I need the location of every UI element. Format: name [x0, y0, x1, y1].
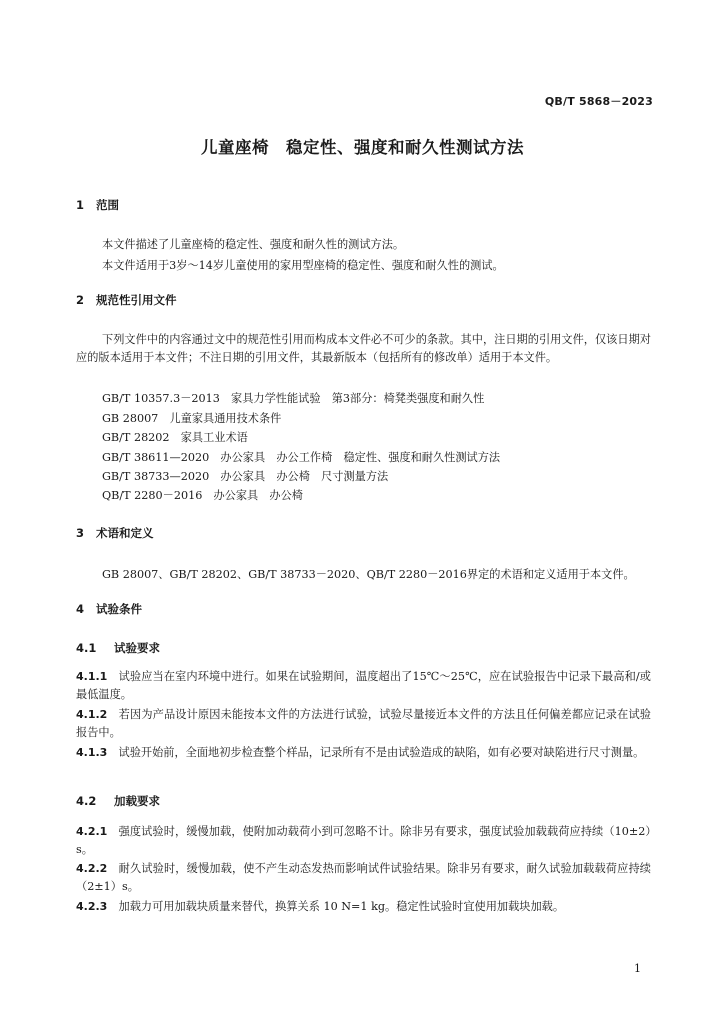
- references-intro: 下列文件中的内容通过文中的规范性引用而构成本文件必不可少的条款。其中，注日期的引用文件，仅该日期对应的版本适用于本文件；不注日期的引用文件，其最新版本（包括所有的修改单）适用于本文件。: [76, 333, 651, 364]
- section-number: 1: [76, 198, 85, 212]
- section-1-heading: [76, 197, 119, 213]
- reference-item: GB/T 38611—2020 办公家具 办公工作椅 稳定性、强度和耐久性测试方法: [102, 451, 501, 464]
- clause-number: 4.2.3: [76, 900, 108, 913]
- section-title: 加载要求: [114, 794, 160, 808]
- section-title: 术语和定义: [96, 526, 154, 540]
- section-4-heading: [76, 601, 142, 617]
- section-number: 2: [76, 293, 85, 307]
- section-number: 4.1: [76, 641, 97, 655]
- section-number: 4.2: [76, 794, 97, 808]
- paragraph: GB 28007、GB/T 28202、GB/T 38733－2020、QB/T 2280－2016界定的术语和定义适用于本文件。: [102, 568, 635, 581]
- section-title: 规范性引用文件: [96, 293, 177, 307]
- section-3-heading: [76, 525, 154, 541]
- paragraph: 本文件描述了儿童座椅的稳定性、强度和耐久性的测试方法。: [102, 238, 405, 251]
- clause-text: 加载力可用加载块质量来替代，换算关系 10 N=1 kg。稳定性试验时宜使用加载块加载。: [118, 900, 565, 913]
- document-title: 儿童座椅 稳定性、强度和耐久性测试方法: [201, 138, 524, 157]
- clause-number: 4.2.1: [76, 825, 108, 838]
- section-number: 3: [76, 526, 85, 540]
- document-code: QB/T 5868－2023: [544, 95, 653, 108]
- clause-4-2-3: [76, 898, 651, 916]
- clause-number: 4.1.1: [76, 670, 108, 683]
- clause-number: 4.1.3: [76, 746, 108, 759]
- clause-text: 耐久试验时，缓慢加载，使不产生动态发热而影响试件试验结果。除非另有要求，耐久试验加载载荷应持续（2±1）s。: [76, 862, 651, 893]
- clause-4-1-1: [76, 668, 651, 704]
- reference-item: GB 28007 儿童家具通用技术条件: [102, 412, 282, 425]
- clause-text: 若因为产品设计原因未能按本文件的方法进行试验，试验尽量接近本文件的方法且任何偏差都应记录在试验报告中。: [76, 708, 651, 739]
- reference-item: QB/T 2280－2016 办公家具 办公椅: [102, 489, 303, 502]
- clause-text: 试验开始前，全面地初步检查整个样品，记录所有不是由试验造成的缺陷，如有必要对缺陷进行尺寸测量。: [118, 746, 645, 759]
- section-number: 4: [76, 602, 85, 616]
- reference-item: GB/T 28202 家具工业术语: [102, 431, 248, 444]
- clause-4-1-3: [76, 744, 651, 762]
- clause-4-2-2: [76, 860, 651, 896]
- section-title: 试验要求: [114, 641, 160, 655]
- clause-4-1-2: [76, 706, 651, 742]
- section-4-1-heading: [76, 640, 160, 656]
- reference-item: GB/T 38733—2020 办公家具 办公椅 尺寸测量方法: [102, 470, 389, 483]
- page-number: 1: [634, 962, 641, 975]
- reference-item: GB/T 10357.3－2013 家具力学性能试验 第3部分：椅凳类强度和耐久性: [102, 392, 485, 405]
- section-2-heading: [76, 292, 177, 308]
- clause-number: 4.2.2: [76, 862, 108, 875]
- paragraph: 本文件适用于3岁～14岁儿童使用的家用型座椅的稳定性、强度和耐久性的测试。: [102, 259, 504, 272]
- clause-text: 强度试验时，缓慢加载，使附加动载荷小到可忽略不计。除非另有要求，强度试验加载载荷应持续（10±2）s。: [76, 825, 651, 856]
- section-4-2-heading: [76, 793, 160, 809]
- clause-4-2-1: [76, 823, 651, 859]
- clause-text: 试验应当在室内环境中进行。如果在试验期间，温度超出了15℃～25℃，应在试验报告中记录下最高和/或最低温度。: [76, 670, 651, 701]
- clause-number: 4.1.2: [76, 708, 108, 721]
- section-title: 范围: [96, 198, 119, 212]
- section-title: 试验条件: [96, 602, 142, 616]
